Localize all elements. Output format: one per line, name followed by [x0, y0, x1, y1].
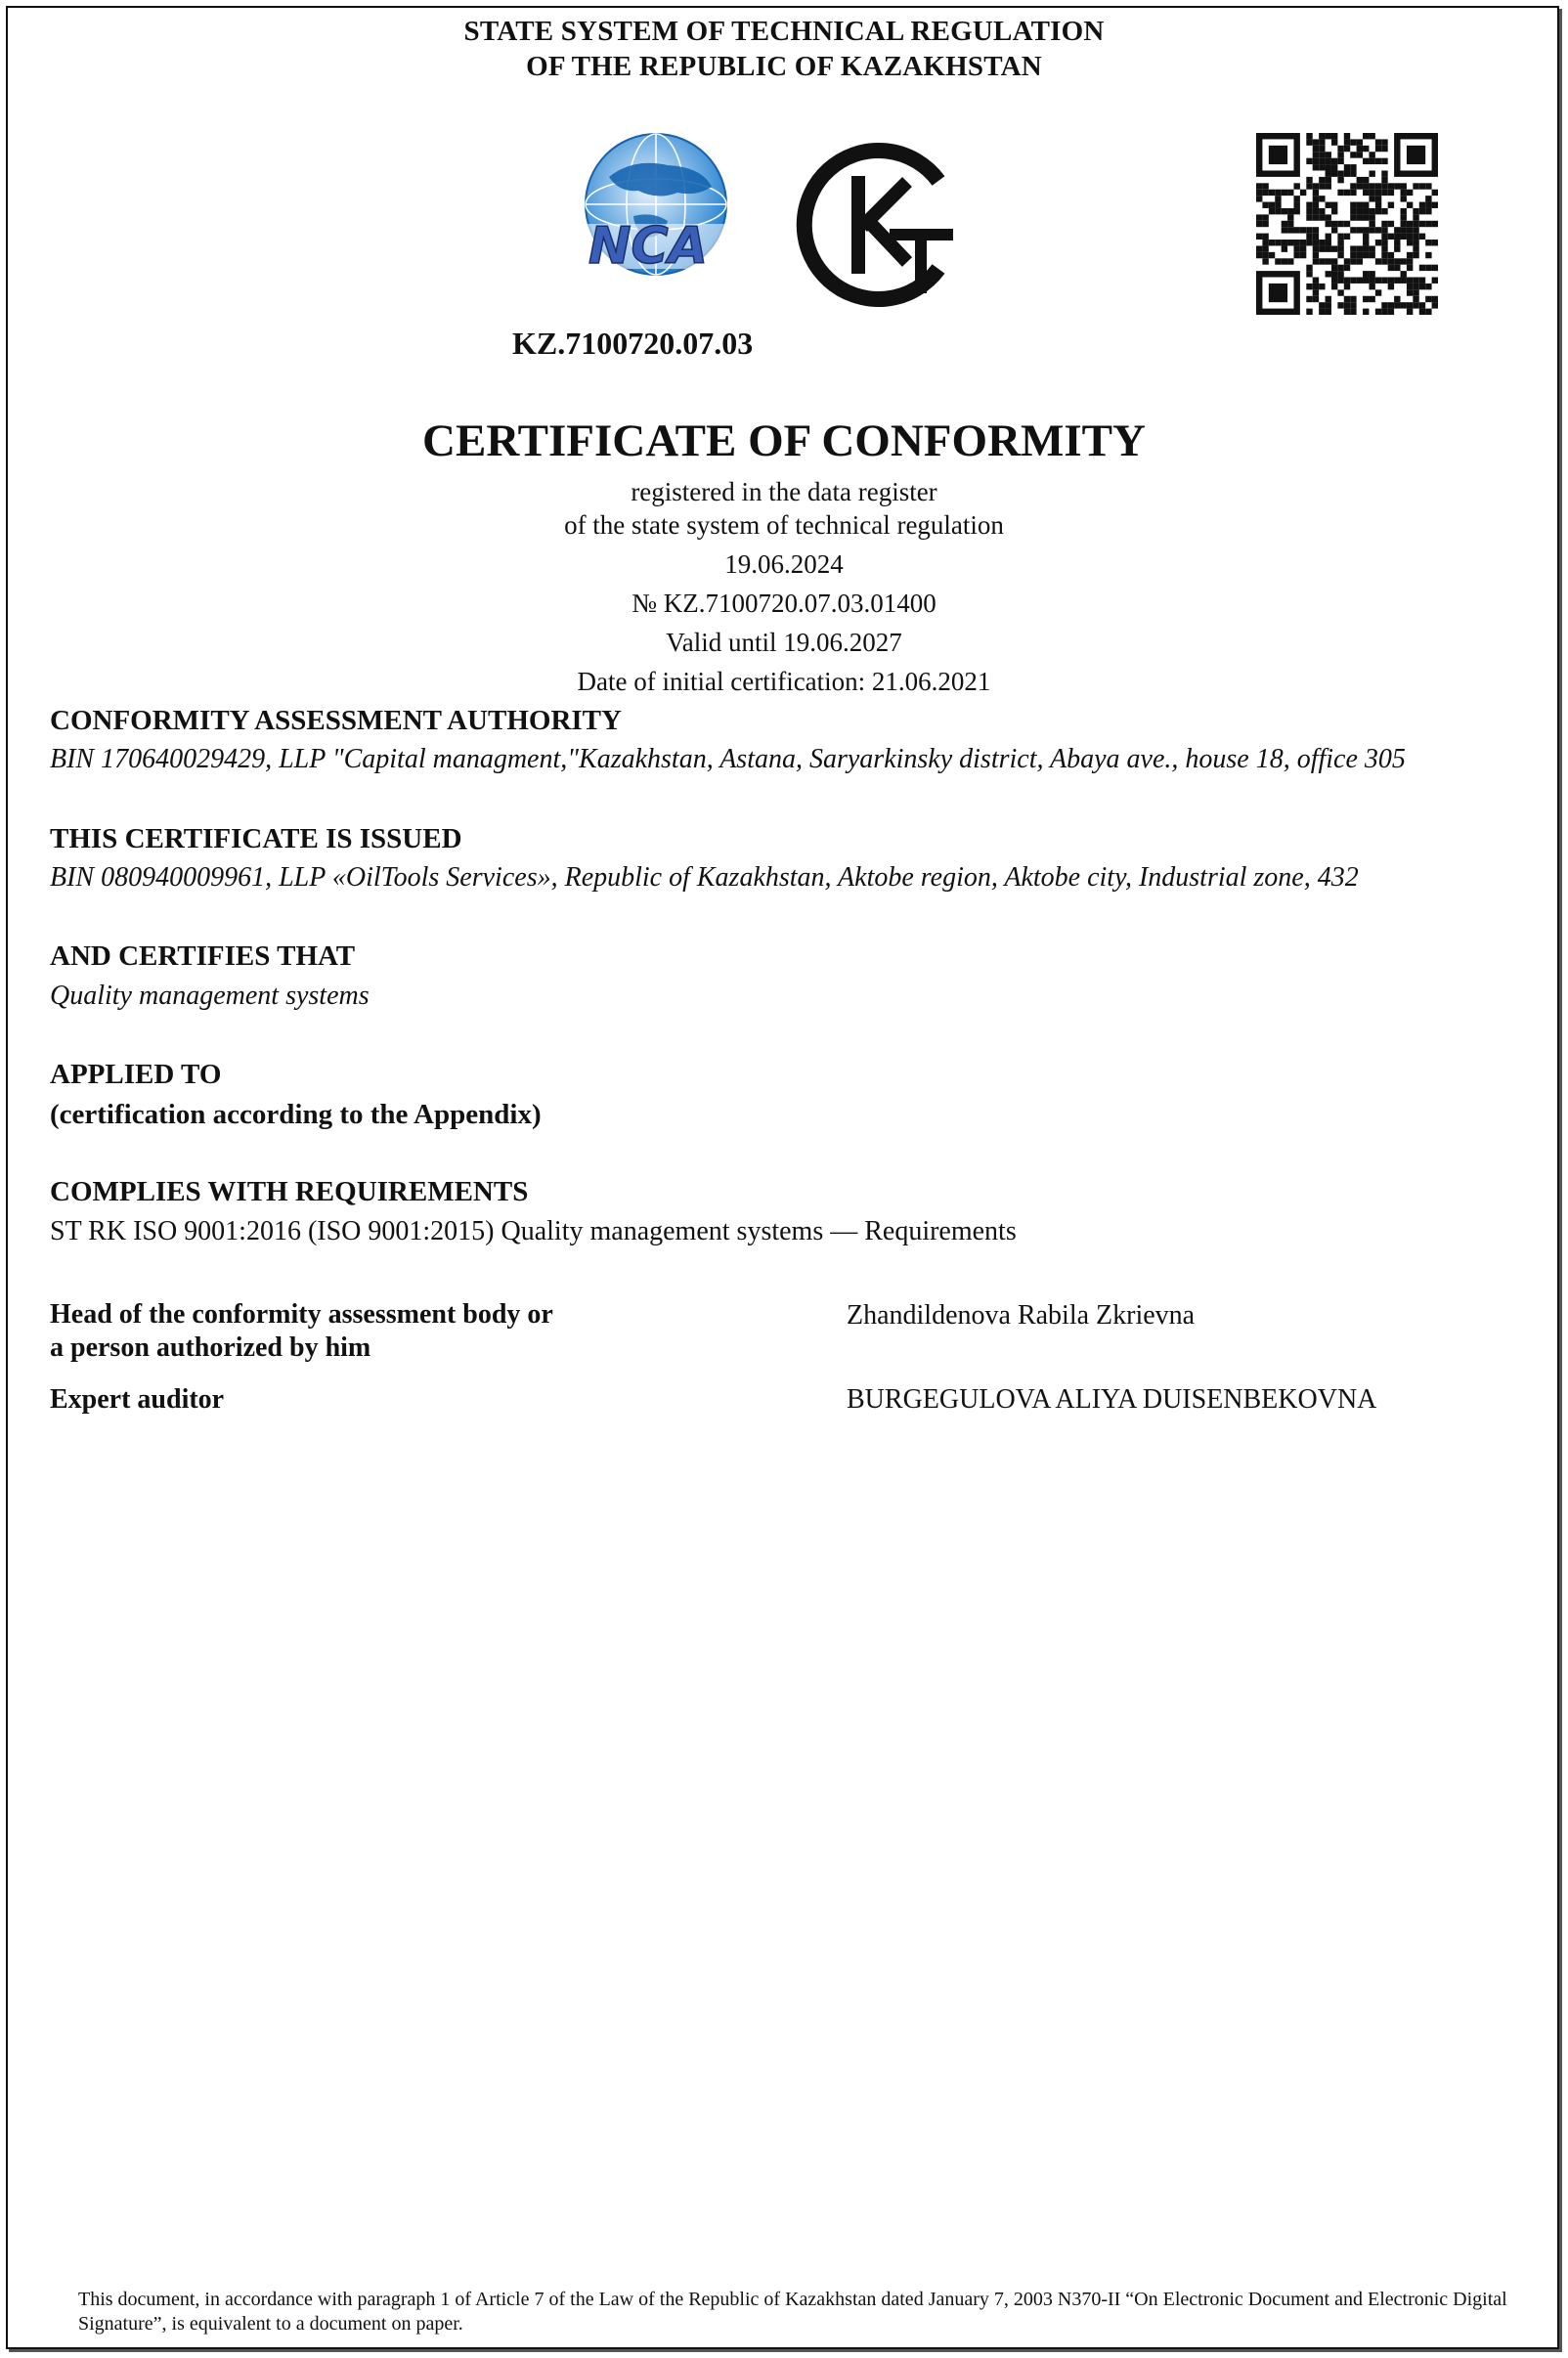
certifies-value: Quality management systems	[50, 981, 370, 1011]
authority-heading: CONFORMITY ASSESSMENT AUTHORITY	[50, 705, 622, 736]
head-label-line-1: Head of the conformity assessment body or	[50, 1299, 553, 1330]
authority-value: BIN 170640029429, LLP "Capital managment,"Kazakhstan, Astana, Saryarkinsky district, Abaya ave., house 18, office 305	[50, 744, 1406, 774]
header-line-2: OF THE REPUBLIC OF KAZAKHSTAN	[526, 51, 1042, 82]
register-line-1: registered in the data register	[631, 477, 937, 506]
complies-value: ST RK ISO 9001:2016 (ISO 9001:2015) Quality management systems — Requirements	[50, 1216, 1017, 1246]
head-signature-label	[50, 1298, 553, 1365]
applied-heading: APPLIED TO	[50, 1059, 222, 1090]
register-line-2: of the state system of technical regulation	[564, 510, 1004, 540]
qr-code-icon	[1256, 133, 1438, 315]
head-label-line-2: a person authorized by him	[50, 1332, 371, 1363]
header-line-1: STATE SYSTEM OF TECHNICAL REGULATION	[463, 16, 1105, 47]
footer-legal-note: This document, in accordance with paragraph 1 of Article 7 of the Law of the Republic of Kazakhstan dated January 7, 2003 N370-II “On Electronic Document and Electronic Digital Signature”, is equivalent to a document on paper.	[78, 2289, 1507, 2335]
nca-globe-logo-icon	[541, 128, 756, 284]
registration-date: 19.06.2024	[724, 549, 844, 579]
auditor-label: Expert auditor	[50, 1384, 225, 1415]
applied-value: (certification according to the Appendix)	[50, 1099, 542, 1130]
valid-until: Valid until 19.06.2027	[666, 628, 902, 657]
issued-heading: THIS CERTIFICATE IS ISSUED	[50, 823, 462, 854]
certificate-number: № KZ.7100720.07.03.01400	[632, 589, 936, 618]
complies-heading: COMPLIES WITH REQUIREMENTS	[50, 1176, 529, 1207]
auditor-name: BURGEGULOVA ALIYA DUISENBEKOVNA	[847, 1384, 1377, 1415]
kz-conformity-mark-icon	[792, 137, 960, 313]
registration-code: KZ.7100720.07.03	[512, 326, 754, 361]
issued-value: BIN 080940009961, LLP «OilTools Services», Republic of Kazakhstan, Aktobe region, Aktobe city, Industrial zone, 432	[50, 862, 1359, 893]
certifies-heading: AND CERTIFIES THAT	[50, 940, 356, 972]
head-signature-name: Zhandildenova Rabila Zkrievna	[847, 1300, 1196, 1331]
certificate-title: CERTIFICATE OF CONFORMITY	[422, 415, 1146, 466]
initial-certification-date: Date of initial certification: 21.06.2021	[577, 667, 991, 696]
nca-logo-text: NCA	[588, 217, 708, 276]
